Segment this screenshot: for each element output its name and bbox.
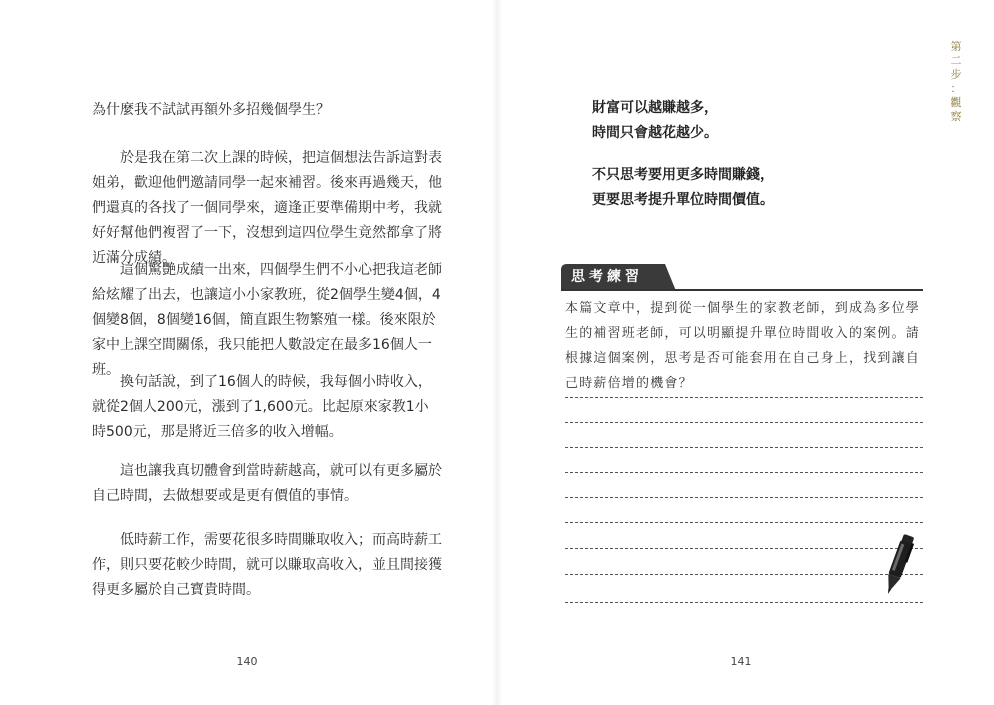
- exercise-title: 思考練習: [571, 269, 643, 285]
- answer-line[interactable]: [565, 548, 923, 549]
- page-number-left: 140: [236, 655, 258, 668]
- quote-line: 時間只會越花越少。: [592, 125, 718, 141]
- quote-wealth-time: [592, 96, 912, 146]
- paragraph-3: 這個驚艷成績一出來，四個學生們不小心把我這老師給炫耀了出去，也讓這小小家教班，從2個學生變4個，4個變8個，8個變16個，簡直跟生物繁殖一樣。後來限於家中上課空間關係，我只能把人數設定在最多16個人一班。: [92, 262, 442, 378]
- side-tab-char: ：: [950, 82, 962, 95]
- side-tab-char: 察: [950, 110, 962, 123]
- quote-line: 財富可以越賺越多，: [592, 100, 718, 116]
- answer-line[interactable]: [565, 497, 923, 498]
- paragraph-6: 低時薪工作，需要花很多時間賺取收入；而高時薪工作，則只要花較少時間，就可以賺取高收入，並且間接獲得更多屬於自己寶貴時間。: [92, 532, 442, 598]
- page-number-right: 141: [730, 655, 752, 668]
- exercise-header-tab: [561, 264, 676, 291]
- pen-icon: [882, 532, 916, 598]
- answer-line[interactable]: [565, 574, 923, 575]
- answer-line[interactable]: [565, 472, 923, 473]
- quote-line: 不只思考要用更多時間賺錢，: [592, 167, 774, 183]
- answer-line[interactable]: [565, 422, 923, 423]
- answer-line[interactable]: [565, 447, 923, 448]
- right-page: [497, 0, 994, 705]
- side-tab-char: 二: [950, 54, 962, 67]
- side-tab-char: 第: [950, 40, 962, 53]
- side-tab-char: 步: [950, 68, 962, 81]
- paragraph-4: 換句話說，到了16個人的時候，我每個小時收入，就從2個人200元，漲到了1,600元。比起原來家教1小時500元，那是將近三倍多的收入增幅。: [92, 374, 432, 440]
- exercise-prompt: 本篇文章中，提到從一個學生的家教老師，到成為多位學生的補習班老師，可以明顯提升單位時間收入的案例。請根據這個案例，思考是否可能套用在自己身上，找到讓自己時薪倍增的機會？: [565, 301, 921, 391]
- quote-line: 更要思考提升單位時間價值。: [592, 192, 774, 208]
- exercise-divider: [561, 289, 923, 291]
- paragraph-1: 為什麼我不試試再額外多招幾個學生？: [92, 102, 330, 118]
- side-tab-char: 觀: [950, 96, 962, 109]
- paragraph-2: 於是我在第二次上課的時候，把這個想法告訴這對表姐弟，歡迎他們邀請同學一起來補習。後來再過幾天，他們還真的各找了一個同學來，適逢正要準備期中考，我就好好幫他們複習了一下，沒想到這四位學生竟然都拿了將近滿分成績。: [92, 150, 442, 266]
- answer-line[interactable]: [565, 522, 923, 523]
- answer-line[interactable]: [565, 602, 923, 603]
- paragraph-5: 這也讓我真切體會到當時薪越高，就可以有更多屬於自己時間，去做想要或是更有價值的事情。: [92, 463, 442, 504]
- answer-line[interactable]: [565, 397, 923, 398]
- quote-unit-time-value: [592, 163, 912, 213]
- chapter-side-tab: [948, 40, 964, 124]
